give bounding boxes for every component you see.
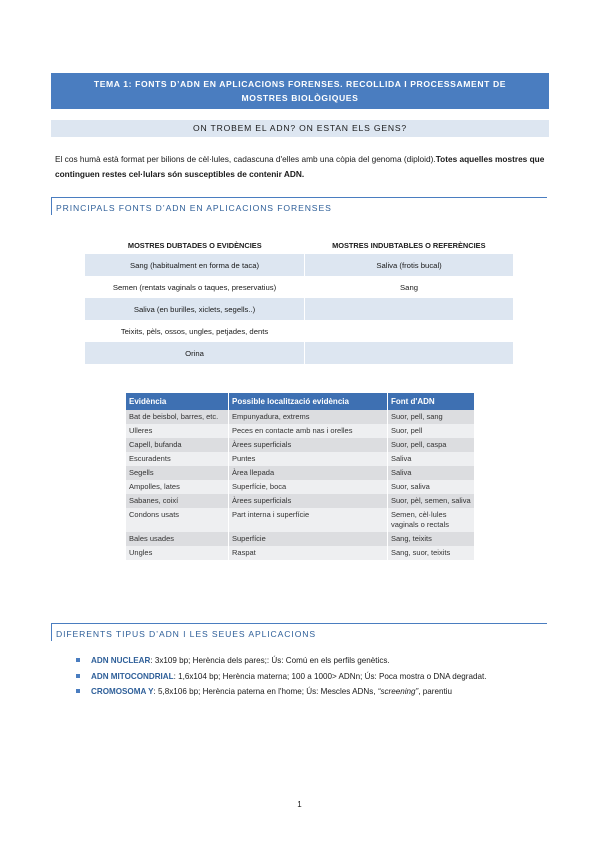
table-cell: Àrees superficials xyxy=(229,438,388,452)
samples-header-questioned: MOSTRES DUBTADES O EVIDÈNCIES xyxy=(127,241,262,250)
table-cell: Suor, pell xyxy=(388,424,475,438)
evidence-table xyxy=(126,393,475,560)
table-cell: Raspat xyxy=(229,546,388,560)
dna-type-tail: , parentiu xyxy=(418,687,452,696)
table-cell: Part interna i superfície xyxy=(229,508,388,532)
table-cell: Sang xyxy=(400,282,419,292)
table-row xyxy=(126,480,475,494)
table-cell: Bales usades xyxy=(126,532,229,546)
title-line-1: TEMA 1: FONTS D’ADN EN APLICACIONS FORENSES. RECOLLIDA I PROCESSAMENT DE xyxy=(93,79,507,89)
title-line-2: MOSTRES BIOLÒGIQUES xyxy=(241,93,359,103)
page-number: 1 xyxy=(297,800,302,809)
table-row xyxy=(126,494,475,508)
table-cell: Ungles xyxy=(126,546,229,560)
evidence-header-item: Evidència xyxy=(126,393,229,410)
dna-type-name: ADN MITOCONDRIAL xyxy=(91,671,174,681)
document-title-band xyxy=(51,73,549,109)
table-cell: Sang, suor, teixits xyxy=(388,546,475,560)
table-cell: Segells xyxy=(126,466,229,480)
table-cell: Sang (habitualment en forma de taca) xyxy=(85,254,305,276)
section-heading-sources: PRINCIPALS FONTS D’ADN EN APLICACIONS FORENSES xyxy=(51,197,547,215)
table-row xyxy=(126,452,475,466)
table-row xyxy=(85,320,513,342)
table-cell: Sang, teixits xyxy=(388,532,475,546)
table-cell: Capell, bufanda xyxy=(126,438,229,452)
square-bullet-icon xyxy=(76,658,80,662)
table-cell: Suor, pell, sang xyxy=(388,410,475,424)
table-row xyxy=(126,546,475,560)
table-cell: Suor, saliva xyxy=(388,480,475,494)
table-cell: Sabanes, coixí xyxy=(126,494,229,508)
table-cell: Suor, pell, caspa xyxy=(388,438,475,452)
table-cell xyxy=(305,342,513,364)
table-cell xyxy=(305,320,513,342)
table-cell: Superfície xyxy=(229,532,388,546)
table-row xyxy=(126,508,475,532)
table-cell: Condons usats xyxy=(126,508,229,532)
table-row xyxy=(126,438,475,452)
table-cell: Saliva (en burilles, xiclets, segells..) xyxy=(85,298,305,320)
section-heading-dna-types: DIFERENTS TIPUS D’ADN I LES SEUES APLICACIONS xyxy=(51,623,547,641)
table-cell: Saliva xyxy=(388,466,475,480)
dna-type-description: : 5,8x106 bp; Herència paterna en l'home; Ús: Mescles ADNs, xyxy=(153,687,378,696)
table-row xyxy=(126,466,475,480)
table-cell: Suor, pèl, semen, saliva xyxy=(388,494,475,508)
table-cell: Empunyadura, extrems xyxy=(229,410,388,424)
table-row xyxy=(126,532,475,546)
dna-type-name: ADN NUCLEAR xyxy=(91,656,151,665)
table-row xyxy=(126,410,475,424)
table-row xyxy=(126,424,475,438)
samples-table xyxy=(85,237,513,364)
table-cell: Ampolles, lates xyxy=(126,480,229,494)
intro-text: El cos humà està format per bilions de cèl·lules, cadascuna d'elles amb una còpia del genoma (diploid). xyxy=(55,154,436,164)
table-cell: Superfície, boca xyxy=(229,480,388,494)
evidence-header-source: Font d'ADN xyxy=(388,393,475,410)
table-cell: Semen (rentats vaginals o taques, preservatius) xyxy=(85,276,305,298)
table-cell: Ulleres xyxy=(126,424,229,438)
table-cell: Àrea llepada xyxy=(229,466,388,480)
table-cell: Semen, cèl·lules vaginals o rectals xyxy=(388,508,475,532)
table-cell: Peces en contacte amb nas i orelles xyxy=(229,424,388,438)
dna-type-italic: “screening” xyxy=(377,687,419,696)
list-item xyxy=(76,653,487,669)
table-row xyxy=(85,342,513,364)
square-bullet-icon xyxy=(76,674,80,678)
intro-paragraph xyxy=(55,152,547,182)
table-row xyxy=(85,276,513,298)
list-item xyxy=(76,669,487,685)
dna-type-description: : 1,6x104 bp; Herència materna; 100 a 1000> ADNn; Ús: Poca mostra o DNA degradat. xyxy=(173,671,487,681)
table-row xyxy=(85,298,513,320)
table-cell: Bat de beisbol, barres, etc. xyxy=(126,410,229,424)
intro-bold-text: Totes aquelles mostres que continguen restes cel·lulars són susceptibles de contenir ADN. xyxy=(55,154,545,179)
table-cell: Teixits, pèls, ossos, ungles, petjades, dents xyxy=(85,320,305,342)
table-cell: Escuradents xyxy=(126,452,229,466)
square-bullet-icon xyxy=(76,689,80,693)
table-cell: Saliva (frotis bucal) xyxy=(305,254,513,276)
samples-header-reference: MOSTRES INDUBTABLES O REFERÈNCIES xyxy=(332,241,486,250)
dna-type-description: : 3x109 bp; Herència dels pares;: Ús: Comú en els perfils genètics. xyxy=(150,656,390,665)
list-item xyxy=(76,684,487,700)
table-row xyxy=(85,254,513,276)
table-cell: Orina xyxy=(85,342,305,364)
evidence-header-location: Possible localització evidència xyxy=(229,393,388,410)
subtitle-band: ON TROBEM EL ADN? ON ESTAN ELS GENS? xyxy=(51,120,549,137)
dna-types-list xyxy=(76,653,487,700)
table-cell: Puntes xyxy=(229,452,388,466)
dna-type-name: CROMOSOMA Y xyxy=(91,687,154,696)
table-cell: Saliva xyxy=(388,452,475,466)
table-cell xyxy=(305,298,513,320)
table-cell: Àrees superficials xyxy=(229,494,388,508)
